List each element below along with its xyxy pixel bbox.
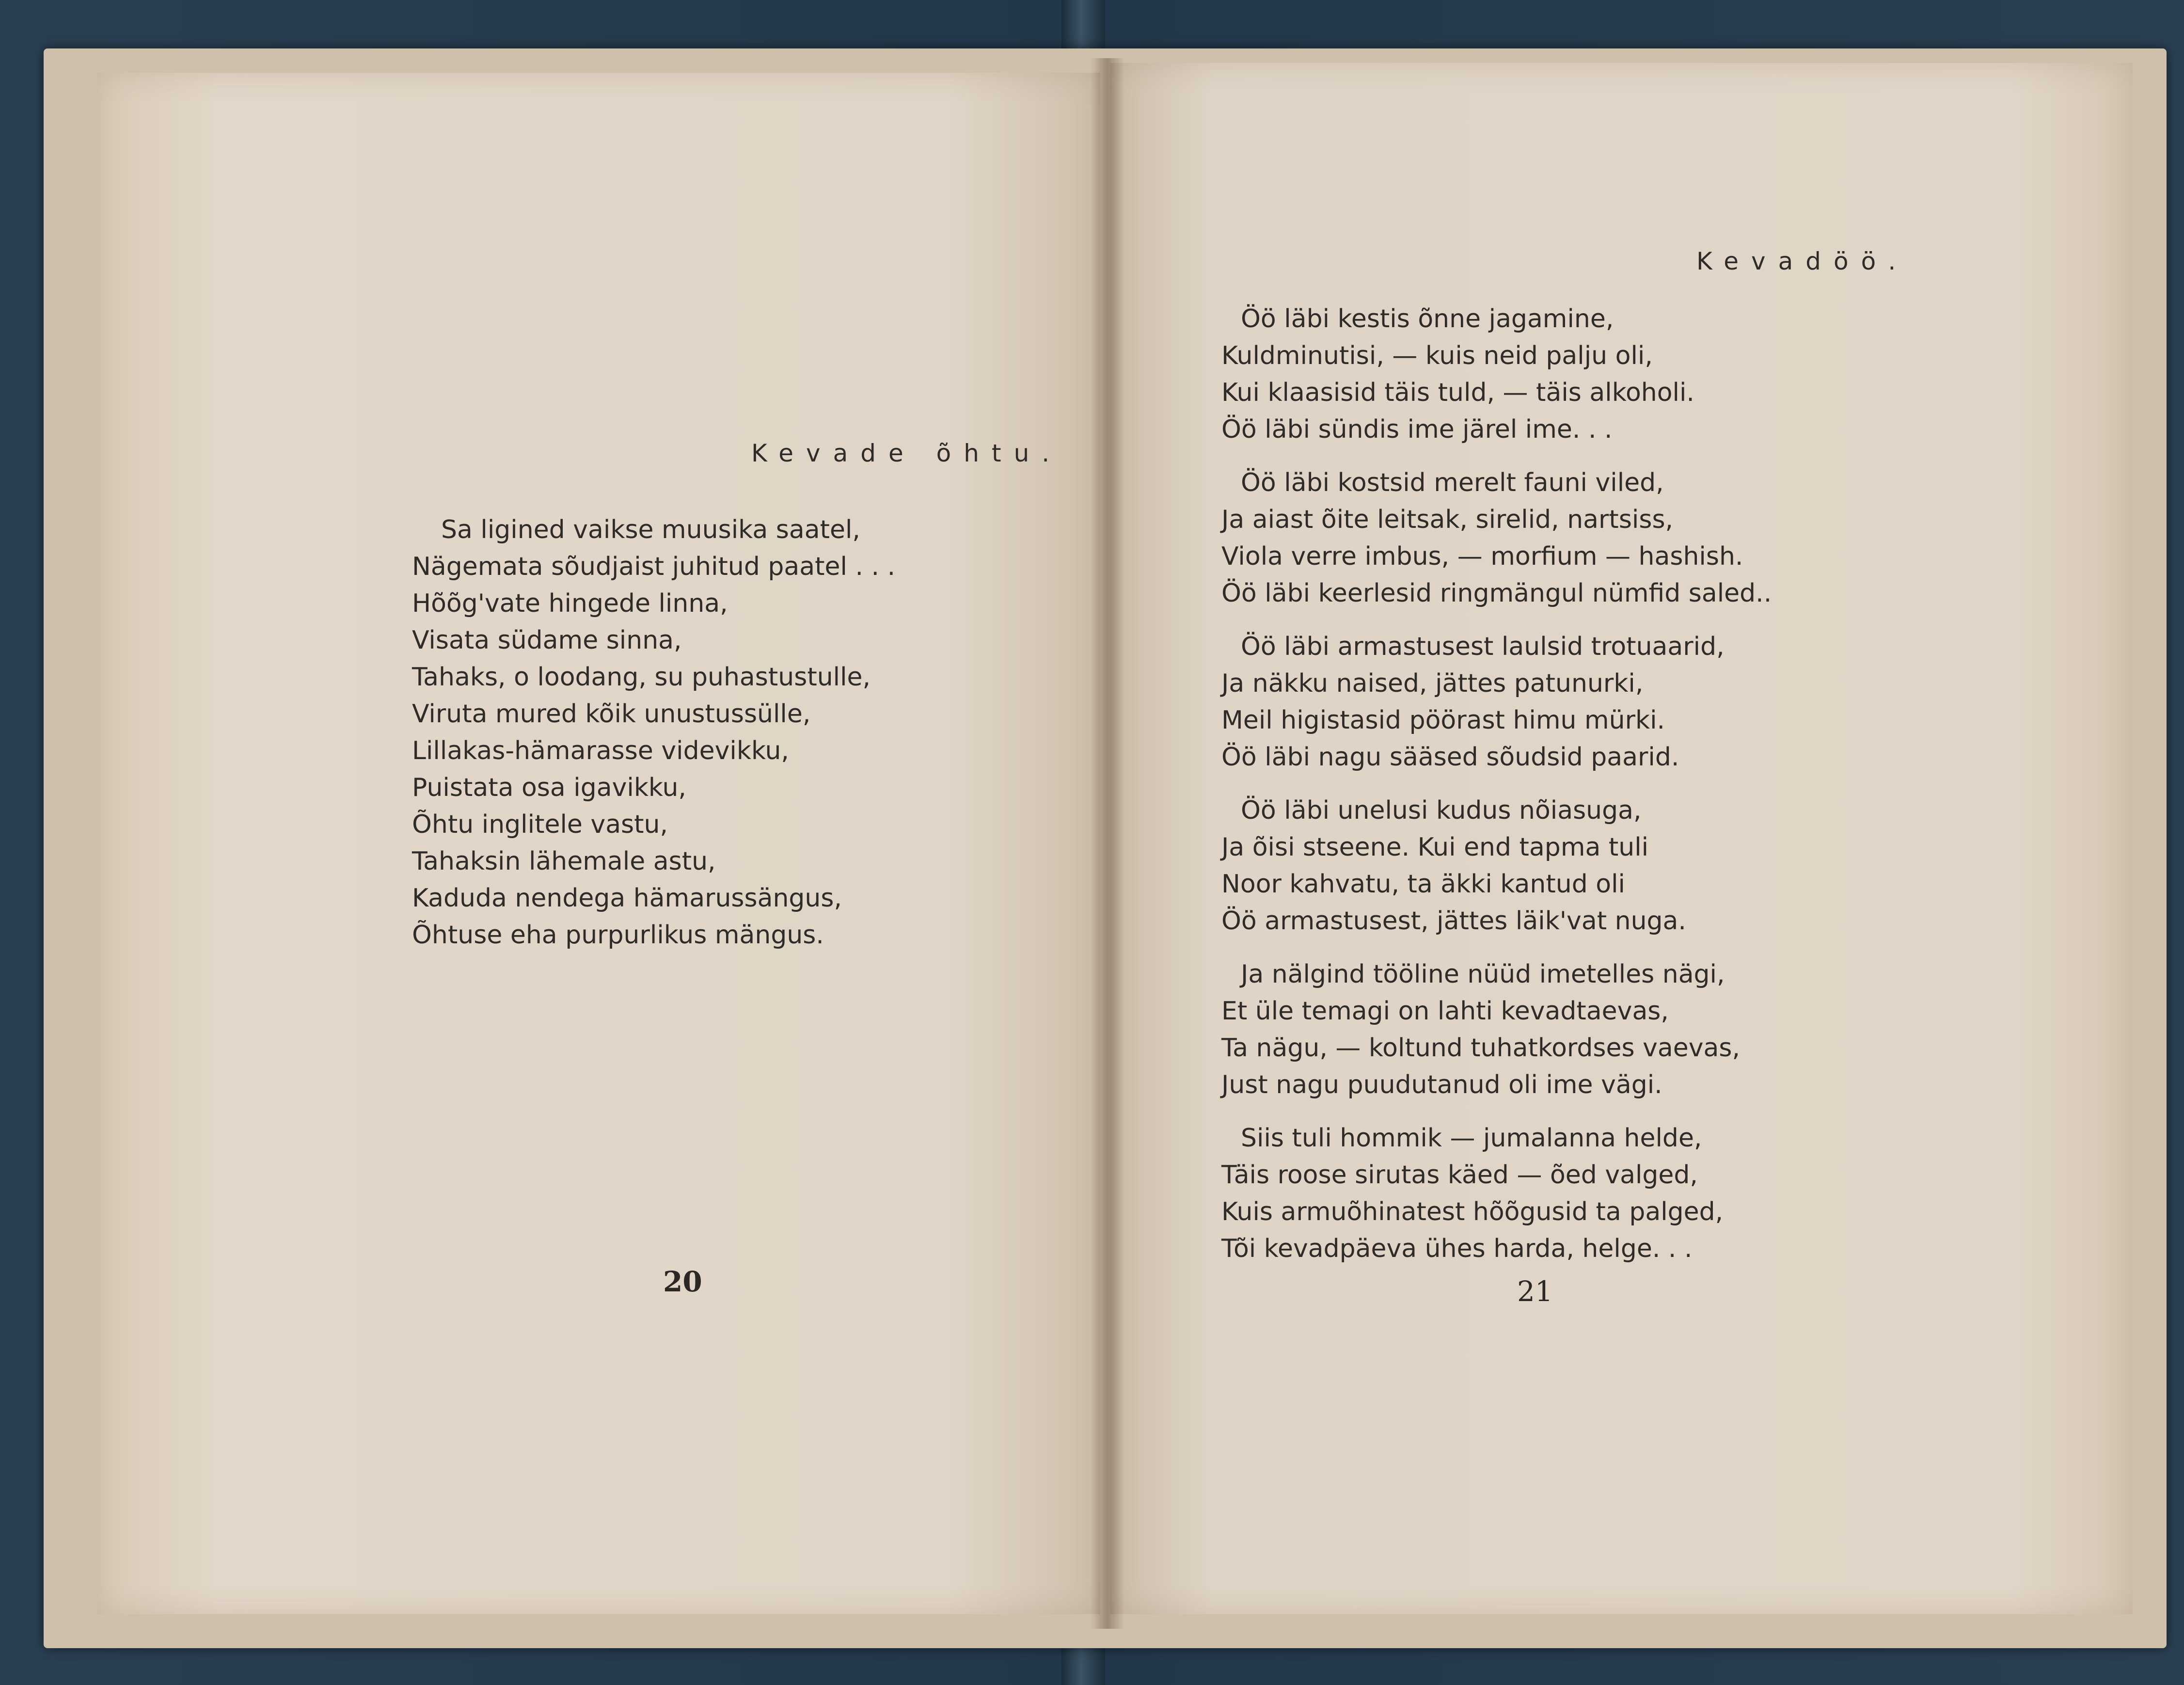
poem-left — [412, 511, 895, 954]
stanza — [1221, 956, 1772, 1103]
poem-line: Öö läbi armastusest laulsid trotuaarid, — [1241, 632, 1725, 661]
poem-line: Kui klaasisid täis tuld, — täis alkoholi. — [1221, 378, 1694, 407]
poem-line: Öö läbi kestis õnne jagamine, — [1241, 304, 1614, 334]
poem-line: Tõi kevadpäeva ühes harda, helge. . . — [1221, 1234, 1693, 1263]
right-page — [1110, 63, 2133, 1614]
poem-line: Sa ligined vaikse muusika saatel, — [441, 515, 860, 544]
poem-line: Tahaks, o loodang, su puhastustulle, — [412, 663, 871, 692]
poem-line: Öö läbi sündis ime järel ime. . . — [1221, 415, 1613, 444]
page-number-left: 20 — [663, 1265, 702, 1298]
stanza — [1221, 628, 1772, 776]
stanza — [1221, 1120, 1772, 1267]
poem-line: Et üle temagi on lahti kevadtaevas, — [1221, 997, 1669, 1026]
poem-right — [1221, 301, 1772, 1284]
poem-line: Ja näkku naised, jättes patunurki, — [1221, 669, 1644, 698]
poem-line: Visata südame sinna, — [412, 626, 682, 655]
poem-line: Noor kahvatu, ta äkki kantud oli — [1221, 870, 1625, 899]
stanza — [1221, 792, 1772, 939]
poem-title-left: Kevade õhtu. — [751, 439, 1062, 467]
stanza — [1221, 301, 1772, 448]
page-number-right: 21 — [1517, 1275, 1553, 1308]
poem-line: Öö läbi nagu sääsed sõudsid paarid. — [1221, 743, 1679, 772]
poem-line: Õhtuse eha purpurlikus mängus. — [412, 921, 824, 950]
poem-line: Täis roose sirutas käed — õed valged, — [1221, 1160, 1698, 1190]
poem-line: Meil higistasid pöörast himu mürki. — [1221, 706, 1665, 735]
poem-line: Just nagu puudutanud oli ime vägi. — [1221, 1070, 1662, 1099]
poem-line: Kuldminutisi, — kuis neid palju oli, — [1221, 341, 1653, 370]
poem-line: Ja õisi stseene. Kui end tapma tuli — [1221, 833, 1649, 862]
poem-line: Ja nälgind tööline nüüd imetelles nägi, — [1241, 960, 1725, 989]
poem-line: Kuis armuõhinatest hõõgusid ta palged, — [1221, 1197, 1724, 1226]
poem-line: Hõõg'vate hingede linna, — [412, 589, 728, 618]
poem-line: Öö läbi unelusi kudus nõiasuga, — [1241, 796, 1642, 825]
poem-line: Ja aiast õite leitsak, sirelid, nartsiss, — [1221, 505, 1674, 534]
left-page — [97, 73, 1100, 1614]
stanza — [1221, 464, 1772, 612]
poem-line: Tahaksin lähemale astu, — [412, 847, 716, 876]
poem-line: Öö armastusest, jättes läik'vat nuga. — [1221, 906, 1686, 936]
poem-line: Siis tuli hommik — jumalanna helde, — [1241, 1124, 1702, 1153]
poem-line: Lillakas-hämarasse videvikku, — [412, 736, 789, 765]
poem-line: Õhtu inglitele vastu, — [412, 810, 668, 839]
book-gutter — [1091, 58, 1124, 1629]
poem-line: Viruta mured kõik unustussülle, — [412, 699, 811, 729]
poem-line: Puistata osa igavikku, — [412, 773, 686, 802]
poem-line: Ta nägu, — koltund tuhatkordses vaevas, — [1221, 1033, 1740, 1063]
poem-line: Kaduda nendega hämarussängus, — [412, 884, 842, 913]
poem-line: Viola verre imbus, — morfium — hashish. — [1221, 542, 1743, 571]
poem-line: Öö läbi keerlesid ringmängul nümfid saled.. — [1221, 579, 1772, 608]
poem-line: Öö läbi kostsid merelt fauni viled, — [1241, 468, 1664, 497]
poem-line: Nägemata sõudjaist juhitud paatel . . . — [412, 552, 896, 581]
poem-title-right: Kevadöö. — [1696, 247, 1909, 275]
